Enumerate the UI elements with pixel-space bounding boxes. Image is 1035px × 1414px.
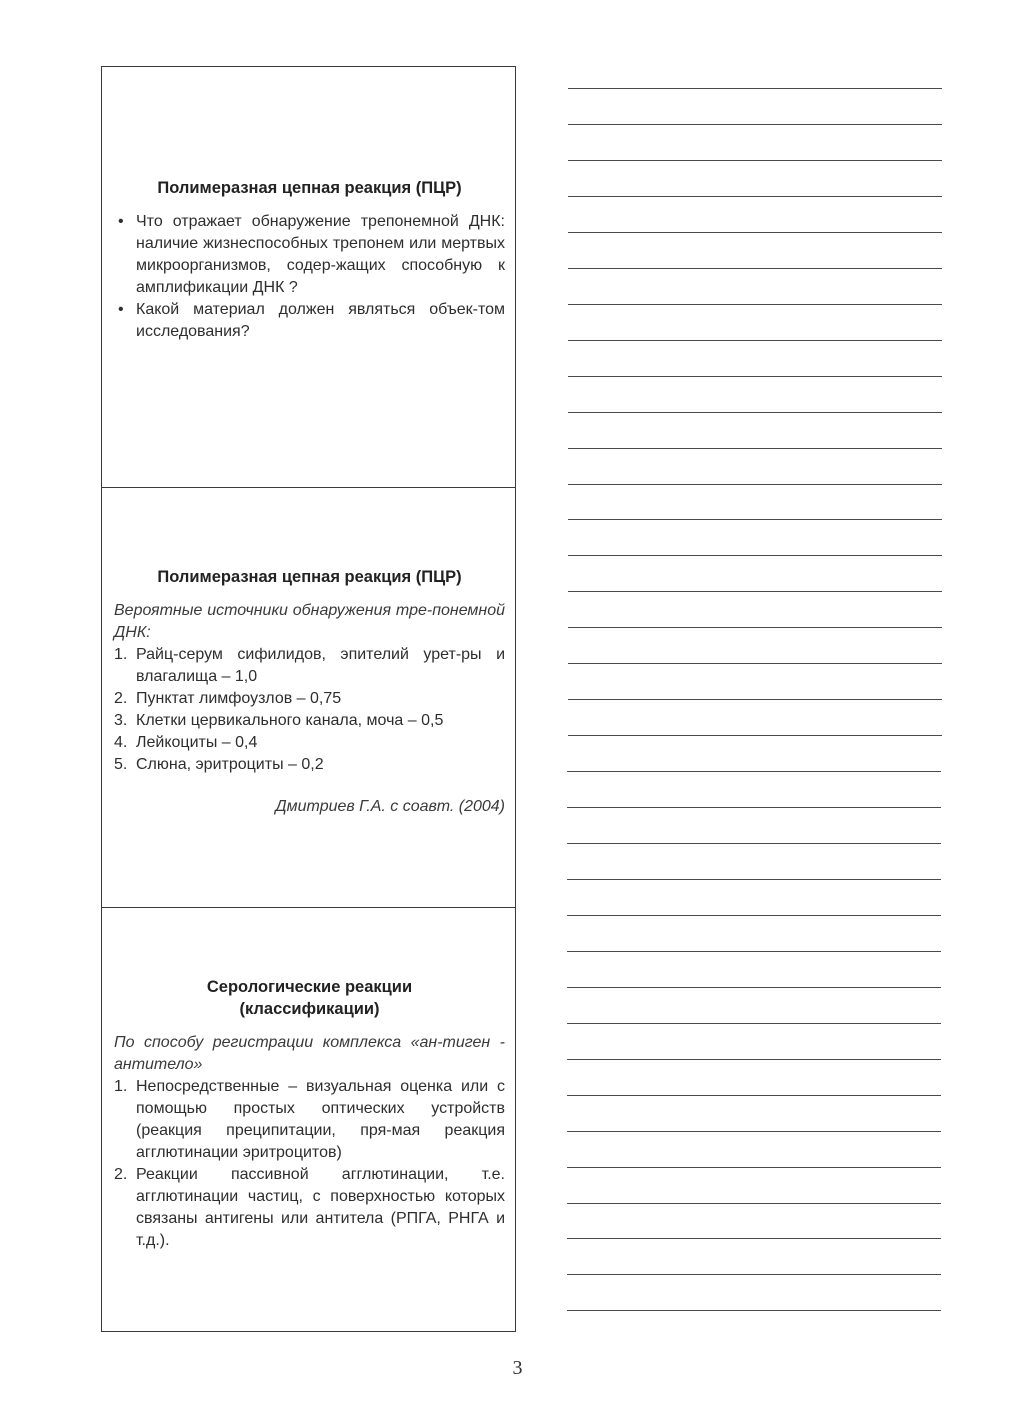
note-line xyxy=(567,1131,941,1132)
list-number: 2. xyxy=(114,690,128,707)
note-line xyxy=(568,519,942,520)
slide-title: Полимеразная цепная реакция (ПЦР) xyxy=(157,568,462,586)
slide-title: Полимеразная цепная реакция (ПЦР) xyxy=(157,179,462,197)
note-line xyxy=(568,699,942,700)
note-line xyxy=(568,663,942,664)
page-number: 3 xyxy=(512,1357,523,1379)
slide-title-line: Серологические реакции xyxy=(206,978,413,996)
note-line xyxy=(568,268,942,269)
note-line xyxy=(567,987,941,988)
note-line xyxy=(568,232,942,233)
note-line xyxy=(567,1203,941,1204)
list-item-text: Пунктат лимфоузлов – 0,75 xyxy=(136,690,342,707)
slide-title-line: (классификации) xyxy=(239,1000,380,1018)
citation: Дмитриев Г.А. с соавт. (2004) xyxy=(275,798,505,815)
note-line xyxy=(568,484,942,485)
note-line xyxy=(567,915,941,916)
note-line xyxy=(568,160,942,161)
note-line xyxy=(568,196,942,197)
note-line xyxy=(567,771,941,772)
list-number: 4. xyxy=(114,734,128,751)
note-line xyxy=(568,340,942,341)
note-line xyxy=(567,1310,941,1311)
note-line xyxy=(568,412,942,413)
note-line xyxy=(567,843,941,844)
note-line xyxy=(568,555,942,556)
note-line xyxy=(567,1023,941,1024)
list-item-text: Лейкоциты – 0,4 xyxy=(136,734,258,751)
slide-intro: По способу регистрации комплекса «ан-тиген - антитело» xyxy=(114,1034,505,1073)
list-number: 2. xyxy=(114,1166,128,1183)
note-line xyxy=(567,951,941,952)
list-item-text: Непосредственные – визуальная оценка или с помощью простых оптических устройств (реакция преципитации, пря-мая реакция агглютинации эритроцитов) xyxy=(136,1078,505,1161)
list-item-text: Что отражает обнаружение трепонемной ДНК: наличие жизнеспособных трепонем или мертвых микроорганизмов, содер-жащих способную к амплификации ДНК ? xyxy=(136,213,505,296)
list-item-text: Клетки цервикального канала, моча – 0,5 xyxy=(136,712,444,729)
note-line xyxy=(567,1238,941,1239)
list-item-text: Реакции пассивной агглютинации, т.е. агглютинации частиц, с поверхностью которых связаны антигены или антитела (РПГА, РНГА и т.д.). xyxy=(136,1166,505,1249)
list-item-text: Слюна, эритроциты – 0,2 xyxy=(136,756,324,773)
slide-intro: Вероятные источники обнаружения тре-понемной ДНК: xyxy=(114,602,505,641)
note-line xyxy=(567,879,941,880)
note-line xyxy=(568,124,942,125)
list-item-text: Райц-серум сифилидов, эпителий урет-ры и влагалища – 1,0 xyxy=(136,646,505,685)
bullet-icon: • xyxy=(118,213,124,230)
note-line xyxy=(568,627,942,628)
note-line xyxy=(567,1167,941,1168)
note-line xyxy=(568,735,942,736)
note-line xyxy=(567,807,941,808)
list-number: 3. xyxy=(114,712,128,729)
list-number: 1. xyxy=(114,1078,128,1095)
list-item-text: Какой материал должен являться объек-том исследования? xyxy=(136,301,505,340)
note-line xyxy=(568,88,942,89)
list-number: 1. xyxy=(114,646,128,663)
note-line xyxy=(568,376,942,377)
note-line xyxy=(568,591,942,592)
note-line xyxy=(567,1059,941,1060)
note-line xyxy=(568,448,942,449)
note-line xyxy=(567,1274,941,1275)
bullet-icon: • xyxy=(118,301,124,318)
list-number: 5. xyxy=(114,756,128,773)
note-line xyxy=(568,304,942,305)
note-line xyxy=(567,1095,941,1096)
